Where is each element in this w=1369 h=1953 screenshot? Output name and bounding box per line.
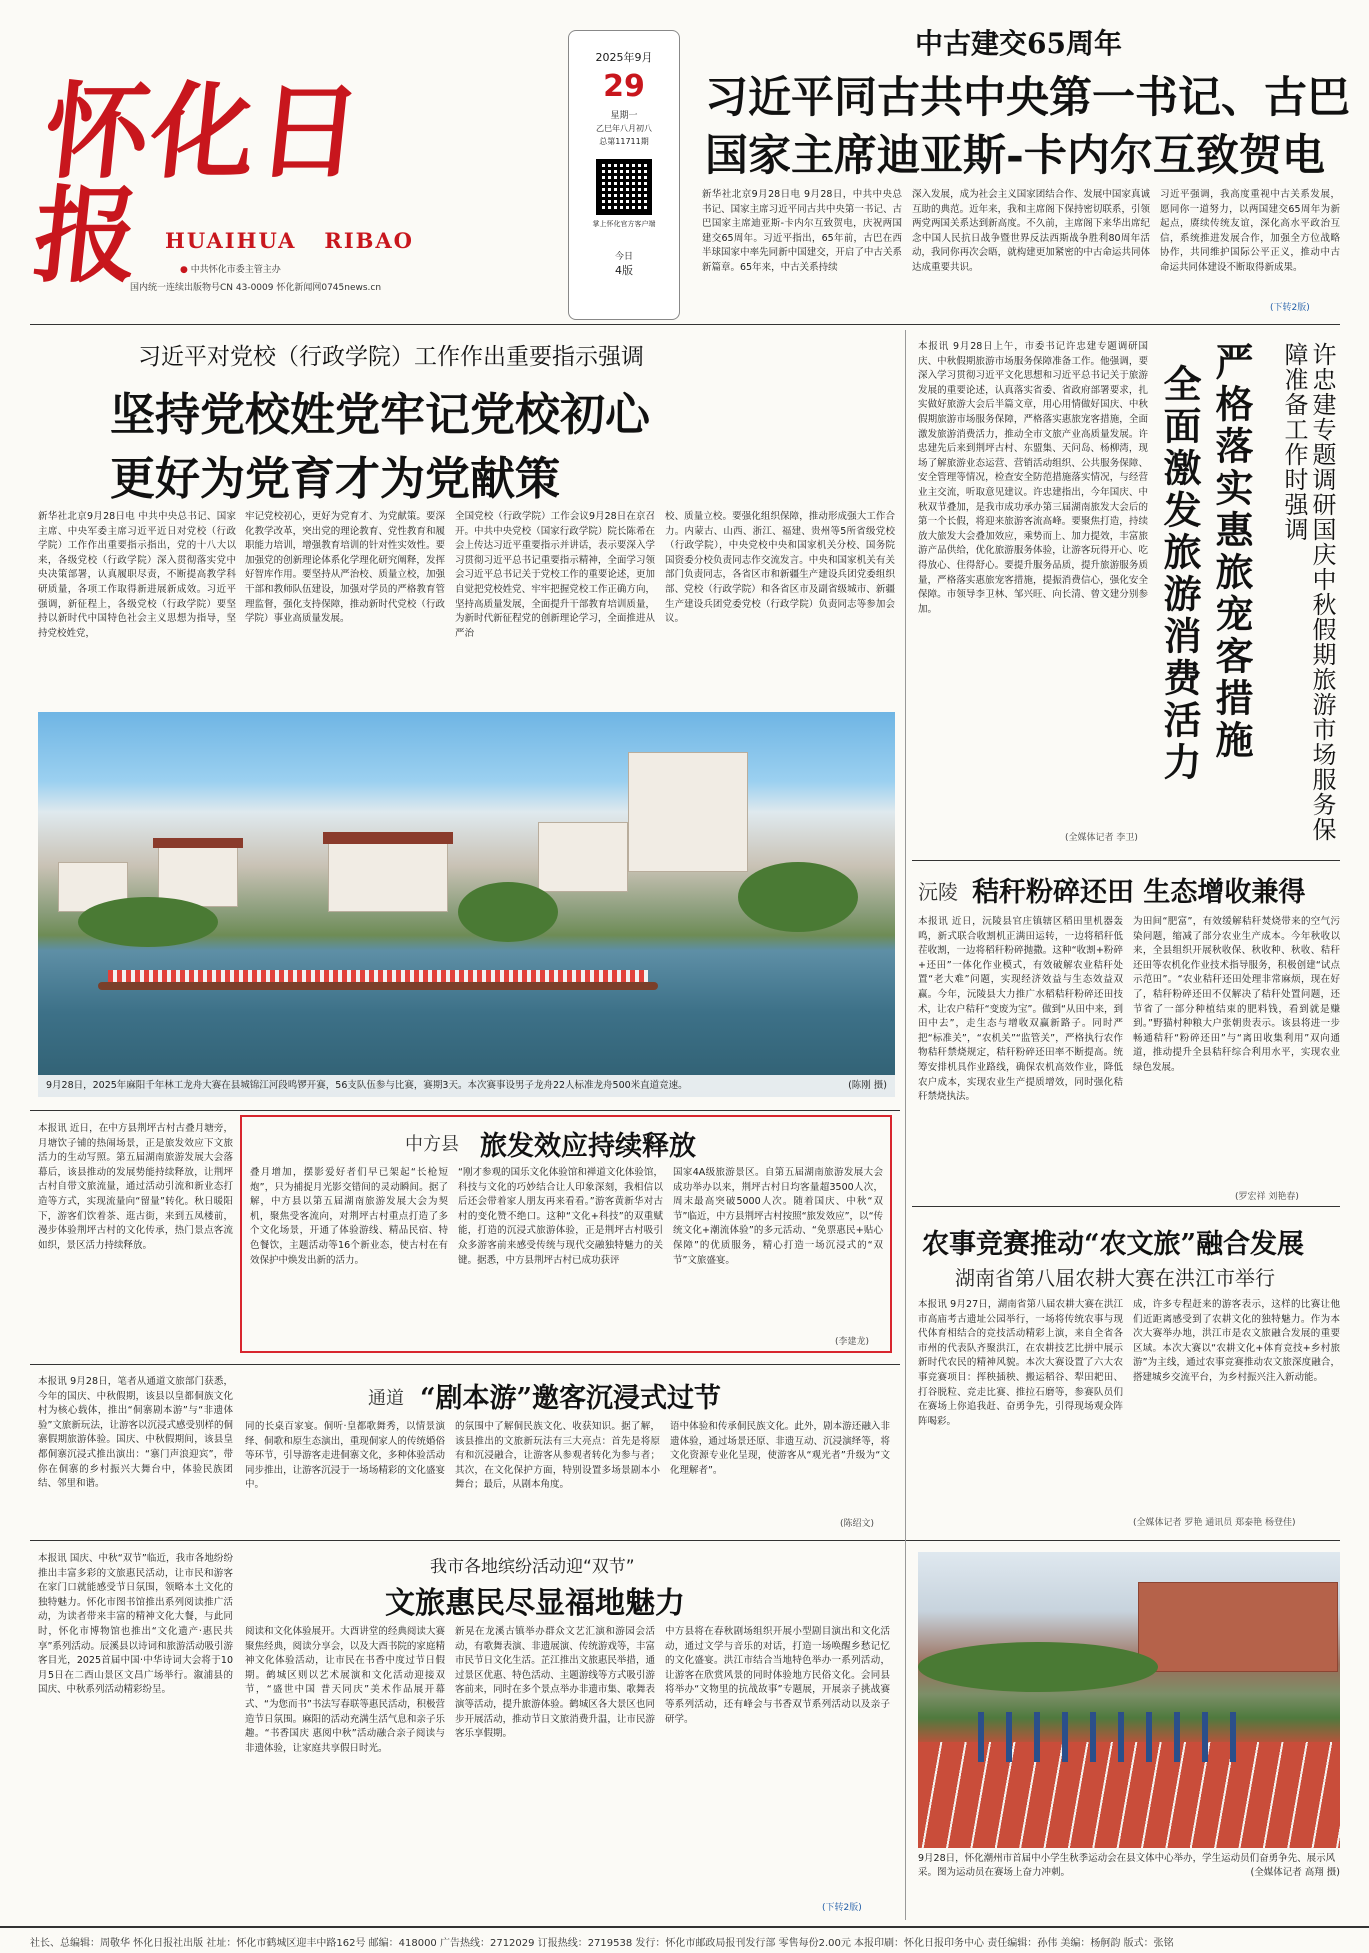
- photo-building: [628, 752, 748, 872]
- date-issue: 总第11711期: [599, 137, 649, 146]
- photo-tree: [918, 1642, 1158, 1692]
- lead-col-3: 习近平强调，我高度重视中古关系发展，愿同你一道努力，以两国建交65周年为新起点，赓续传统友谊，深化高水平政治互信，系统推进发展合作，加强全方位战略协作，共同维护国际公平正义，推动中古命运共同体建设不断取得新成果。: [1160, 189, 1340, 273]
- shuangjie-left-col: 本报讯 国庆、中秋“双节”临近，我市各地纷纷推出丰富多彩的文旅惠民活动，让市民和游客在家门口就能感受节日氛围，领略本土文化的独特魅力。怀化市图书馆推出系列阅读推广活动，为读者带来丰富的精神文化大餐，与此同时，怀化市博物馆也推出“文化遗产·惠民共享”系列活动。辰溪县以诗词和旅游活动吸引游客目光，2025首届中国·中华诗词大会将于10月5日在二酉山景区文昌广场举行。溆浦县的国庆、中秋系列活动精彩纷呈。: [38, 1553, 233, 1696]
- date-lunar: 乙巳年八月初八: [596, 124, 652, 133]
- photo-runners: [978, 1712, 1238, 1762]
- date-weekday: 星期一: [610, 111, 638, 121]
- date-block: [568, 30, 680, 320]
- photo-dragon-boat: [98, 982, 658, 990]
- yuanling-place: 沅陵: [918, 880, 958, 904]
- dragon-boat-caption-text: 9月28日，2025年麻阳千年林工龙舟大赛在县城锦江河段鸣锣开赛，56支队伍参与比赛，赛期3天。本次赛事设男子龙舟22人标准龙舟500米直道竞速。: [46, 1080, 688, 1091]
- sponsor-line: [180, 262, 281, 275]
- lead-col-2: 深入发展，成为社会主义国家团结合作、发展中国家真诚互助的典范。近年来，我和主席阁下保持密切联系，引领两党两国关系达到新高度。不久前，主席阁下来华出席纪念中国人民抗日战争暨世界反法西斯战争胜利80周年活动，我同你再次会晤，就构建更加紧密的中古命运共同体达成重要共识。: [912, 189, 1150, 273]
- party-school-headline-line1: 坚持党校姓党牢记党校初心: [110, 388, 651, 441]
- divider-top: [30, 324, 1340, 325]
- zhongfang-col-2: “刚才参观的国乐文化体验馆和禅道文化体验馆，科技与文化的巧妙结合让人印象深刻，我相信以后还会带着家人朋友再来看看。”游客黄新华对古村的变化赞不绝口。这种“文化+科技”的双重赋能，打造的沉浸式旅游体验，正是荆坪古村吸引众多游客前来感受传统与现代交融独特魅力的关键。据悉，中方县荆坪古村已成功获评: [458, 1167, 663, 1266]
- party-school-col-4: 校、质量立校。要强化组织保障，推动形成强大工作合力。内蒙古、山西、浙江、福建、贵州等5所省级党校（行政学院），中央党校中央和国家机关分校、国务院国资委分校负责同志作交流发言。中央和国家机关有关部门负责同志，各省区市和新疆生产建设兵团党委组织部、党校（行政学院）和各省区市及副省级城市、新疆生产建设兵团党委党校（行政学院）负责同志等参加会议。: [665, 511, 895, 625]
- shuangjie-continue-link[interactable]: (下转2版): [822, 1903, 862, 1913]
- photo-rowers: [108, 970, 648, 982]
- pages-label: 今日: [614, 252, 633, 262]
- lead-kicker: 中古建交65周年: [915, 27, 1122, 60]
- nonggeng-subhead: 湖南省第八届农耕大赛在洪江市举行: [955, 1266, 1275, 1290]
- qr-code[interactable]: [596, 159, 652, 215]
- lead-col-1: 新华社北京9月28日电 9月28日，中共中央总书记、国家主席习近平同古共中央第一书记、古巴国家主席迪亚斯-卡内尔互致贺电，庆祝两国建交65周年。习近平指出，65年前，古巴在西半球国家中率先同新中国建交，开启了中古关系新篇章。65年来，中古关系持续: [702, 189, 902, 273]
- pages-count: 4版: [615, 264, 633, 277]
- footer-text: 社长、总编辑：周敬华 怀化日报社出版 社址：怀化市鹤城区迎丰中路162号 邮编：418000 广告热线：2712029 订报热线：2719538 发行：怀化市邮政局报刊发行部 零售每份2.00元 本报印刷：怀化日报印务中心 责任编辑：孙伟 美编：杨舸韵 版式：张铭: [30, 1938, 1174, 1949]
- party-school-kicker: 习近平对党校（行政学院）工作作出重要指示强调: [138, 344, 644, 370]
- yuanling-credit: (罗宏祥 刘艳春): [1235, 1192, 1299, 1202]
- dragon-boat-credit: (陈刚 摄): [848, 1080, 887, 1091]
- xu-body: 本报讯 9月28日上午，市委书记许忠建专题调研国庆、中秋假期旅游市场服务保障准备工作。他强调，要深入学习贯彻习近平文化思想和习近平总书记关于旅游发展的重要论述，认真落实省委、省政府部署要求，扎实做好旅游大会后半篇文章，用心用情做好国庆、中秋假期旅游市场服务保障，严格落实惠旅宠客措施，全面激发旅游消费活力，推动全市文旅产业高质量发展。许忠建先后来到荆坪古村、东盟集、天问岛、杨柳湾，现场了解旅游业态运营、营销活动组织、公共服务保障、安全管理等情况，检查安全防范措施落实情况，与经营业主交流，听取意见建议。许忠建指出，今年国庆、中秋双节叠加，是我市成功承办第三届湖南旅发大会后的第一个长假，将迎来旅游客流高峰。要聚焦打造，持续放大旅发大会叠加效应，乘势而上、加力提效，丰富旅游产品供给，优化旅游服务体验，让游客玩得开心、吃得放心、住得舒心。要提升服务品质，提升旅游服务质量，严格落实惠旅宠客措施，提振消费信心，强化安全保障。市领导李卫林、邹兴旺、向长清、曾文建分别参加。: [918, 341, 1148, 615]
- shuangjie-col-2: 新晃在龙溪古镇举办群众文艺汇演和游园会活动，有歌舞表演、非遗展演、传统游戏等，丰富市民节日文化生活。芷江推出文旅惠民举措，通过景区优惠、特色活动、主题游线等方式吸引游客前来，同时在多个景点举办非遗市集、歌舞表演等活动，提升旅游体验。鹤城区各大景区也同步开展活动，推动节日文旅消费升温，让市民游客乐享假期。: [455, 1626, 655, 1740]
- shuangjie-col-1: 阅读和文化体验展开。大酉讲堂的经典阅读大赛聚焦经典，阅读分享会，以及大酉书院的家庭精神文化体验活动，让市民在书香中度过节日假期。鹤城区则以艺术展演和文化活动迎接双节，“盛世中国 普天同庆”美术作品展开幕式、“为您而书”书法写春联等惠民活动，积极营造节日氛围。麻阳的活动充满生活气息和亲子乐趣。“书香国庆 惠阅中秋”活动融合亲子阅读与非遗体验，让家庭共享假日时光。: [245, 1626, 445, 1754]
- party-school-col-1: 新华社北京9月28日电 中共中央总书记、国家主席、中央军委主席习近平近日对党校（行政学院）工作作出重要指示指出，党的十八大以来，各级党校（行政学院）深入贯彻落实党中央决策部署，认真履职尽责，不断提高教学科研质量，各项工作取得新进展新成效。习近平强调，新征程上，各级党校（行政学院）要坚持以新时代中国特色社会主义思想为指导，坚持党校姓党，: [38, 511, 236, 639]
- divider-right-2: [912, 1206, 1340, 1207]
- sports-meet-caption-text: 9月28日，怀化潮州市首届中小学生秋季运动会在县文体中心举办，学生运动员们奋勇争先、展示风采。图为运动员在赛场上奋力冲刺。: [918, 1853, 1336, 1878]
- tongdao-col-1: 同的长桌百家宴。侗听·皇都歌舞秀，以情景演绎、侗歌和原生态演出，重现侗家人的传统婚俗等环节，引导游客走进侗寨文化，多种体验活动同步推出，让游客沉浸于一场场精彩的文化盛宴中。: [245, 1421, 445, 1491]
- tongdao-col-3: 语中体验和传承侗民族文化。此外，剧本游还融入非遗体验，通过场景还原、非遗互动、沉浸演绎等，将文化资源专业化呈现，使游客从“观光者”升级为“文化理解者”。: [670, 1421, 890, 1476]
- xu-credit: (全媒体记者 李卫): [1065, 833, 1138, 843]
- xu-kicker: 许忠建专题调研国庆中秋假期旅游市场服务保障准备工作时强调: [1280, 342, 1336, 842]
- sports-meet-photo: [918, 1552, 1340, 1848]
- zhongfang-credit: (李建龙): [835, 1337, 870, 1347]
- shuangjie-kicker: 我市各地缤纷活动迎“双节”: [430, 1557, 635, 1577]
- zhongfang-col-3: 国家4A级旅游景区。自第五届湖南旅游发展大会成功举办以来，荆坪古村日均客量超3500人次，周末最高突破5000人次。随着国庆、中秋“双节”临近，中方县荆坪古村按照“旅发效应”，以“传统文化+潮流体验”的多元活动、“免票惠民+贴心保障”的优质服务，精心打造一场沉浸式的“双节”文旅盛宴。: [673, 1167, 883, 1266]
- zhongfang-col-1: 叠月增加，摆影爱好者们早已架起“长枪短炮”，只为捕捉月光影交错间的灵动瞬间。据了解，中方县以第五届湖南旅游发展大会为契机，聚焦受客流向，对荆坪古村重点打造了多个文化场景，开通了体验游线、精品民宿、特色餐饮，主题活动等16个新业态，使古村在有效保护中焕发出新的活力。: [250, 1167, 448, 1266]
- photo-building: [1138, 1582, 1338, 1672]
- footer-bar: [0, 1926, 1369, 1953]
- nonggeng-credit: (全媒体记者 罗艳 通讯员 郑泰艳 杨登佳): [1133, 1518, 1296, 1528]
- party-school-headline-line2: 更好为党育才为党献策: [110, 452, 561, 505]
- column-rule: [905, 330, 906, 1920]
- nonggeng-col-2: 成，许多专程赶来的游客表示，这样的比赛让他们近距离感受到了农耕文化的独特魅力。作为本次大赛举办地，洪江市是农文旅融合发展的重要区域。本次大赛以“农耕文化+体育竞技+乡村旅游”为主线，通过农事竞赛推动农文旅深度融合，搭建城乡交流平台，为乡村振兴注入新动能。: [1133, 1299, 1340, 1383]
- yuanling-col-2: 为田间“肥富”，有效缓解秸秆焚烧带来的空气污染问题，缩减了部分农业生产成本。今年秋收以来，全县组织开展秋收保、秋收种、秋收、秸秆还田等农机化作业技术指导服务，积极创建“试点示范田”。“农业秸秆还田处理非常麻烦，现在好了，秸秆粉碎还田不仅解决了秸秆处置问题，还节省了一部分种植结束的肥料钱，看到就是赚到。”野猫村种粮大户张朝贵表示。该县将进一步畅通秸秆“粉碎还田”与“离田收集利用”双向通道，推动提升全县秸秆综合利用水平，实现农业绿色发展。: [1133, 916, 1340, 1073]
- photo-tree: [458, 882, 558, 942]
- registration-line: 国内统一连续出版物号CN 43-0009 怀化新闻网0745news.cn: [130, 283, 382, 293]
- date-year-month: 2025年9月: [595, 51, 653, 64]
- xu-headline-b: 全面激发旅游消费活力: [1157, 364, 1202, 784]
- nonggeng-headline: 农事竞赛推动“农文旅”融合发展: [922, 1229, 1305, 1260]
- zhongfang-left-col: 本报讯 近日，在中方县荆坪古村古叠月塘旁，月塘饮子铺的热闹场景，正是旅发效应下文旅活力的生动写照。第五届湖南旅游发展大会落幕后，该县推动的发展势能持续释放，让荆坪古村自带文旅流量，通过活动引流和新业态打造等方式，实现流量向“留量”转化。秋日暖阳下，游客们饮着茶、逛古街，来到五凤楼前，漫步体验荆坪古村的文化传承，热门景点客流如织，景区活力持续释放。: [38, 1123, 233, 1251]
- zhongfang-place: 中方县: [405, 1134, 459, 1155]
- shuangjie-headline: 文旅惠民尽显福地魅力: [385, 1586, 685, 1621]
- lead-continue-link[interactable]: (下转2版): [1270, 303, 1310, 313]
- sponsor-icon: ●: [180, 265, 188, 275]
- divider-bottom: [30, 1540, 1340, 1541]
- shuangjie-col-3: 中方县将在春秋剧场组织开展小型剧目演出和文化活动，通过文学与音乐的对话，打造一场唤醒乡愁记忆的文化盛宴。洪江市结合当地特色举办一系列活动，让游客在欣赏风景的同时体验地方民俗文化。会同县将举办“文物里的抗战故事”专题展，开展亲子挑战赛等系列活动，还有峰会与书香双节系列活动以及亲子研学。: [665, 1626, 890, 1725]
- zhongfang-headline: 旅发效应持续释放: [480, 1131, 696, 1162]
- divider-right-1: [912, 860, 1340, 861]
- photo-tree: [738, 862, 858, 932]
- masthead-title: 怀化日报: [28, 70, 370, 297]
- qr-caption: 掌上怀化官方客户端: [592, 220, 656, 228]
- nonggeng-col-1: 本报讯 9月27日，湖南省第八届农耕大赛在洪江市高庙考古遗址公园举行，一场将传统农事与现代体育相结合的竞技活动精彩上演，来自全省各市州的代表队齐聚洪江，在农耕技艺比拼中展示新时代农民的精神风貌。本次大赛设置了六大农事竞赛项目：挥秧插秧、搬运稻谷、犁田耙田、打谷脱粒、竞走比赛、推拉石磨等，参赛队员们在赛场上你追我赶、奋勇争先，引得现场观众阵阵喝彩。: [918, 1299, 1123, 1427]
- masthead-pinyin: HUAIHUA RIBAO: [165, 228, 414, 253]
- sports-meet-caption: [918, 1852, 1340, 1880]
- lead-headline-line1: 习近平同古共中央第一书记、古巴: [705, 73, 1350, 123]
- xu-headline-a: 严格落实惠旅宠客措施: [1209, 342, 1254, 762]
- photo-building: [538, 822, 628, 892]
- tongdao-credit: (陈绍文): [840, 1519, 875, 1529]
- photo-roof: [323, 832, 453, 844]
- divider-mid: [30, 1110, 900, 1111]
- party-school-col-2: 牢记党校初心，更好为党育才、为党献策。要深化教学改革，突出党的理论教育、党性教育和履职能力培训，增强教育培训的针对性实效性。要加强党的创新理论体系化学理化研究阐释，发挥好智库作用。要坚持从严治校、质量立校，加强干部和教师队伍建设，加强对学员的严格教育管理监督，强化支持保障，推动新时代党校（行政学院）事业高质量发展。: [245, 511, 445, 625]
- sponsor-text: 中共怀化市委主管主办: [190, 265, 281, 275]
- divider-tongdao: [30, 1364, 900, 1365]
- tongdao-col-2: 的氛围中了解侗民族文化、收获知识。据了解，该县推出的文旅新玩法有三大亮点：首先是将原有和沉浸融合，让游客从参观者转化为参与者；其次，在文化保护方面，特别设置多场景剧本小舞台；最后，从剧本角度。: [455, 1421, 660, 1491]
- photo-building: [328, 842, 448, 912]
- party-school-col-3: 全国党校（行政学院）工作会议9月28日在京召开。中共中央党校（国家行政学院）院长陈希在会上传达习近平重要指示并讲话，表示要深入学习贯彻习近平总书记重要指示精神，全面学习领会习近平总书记关于党校工作的重要论述，更加自觉把党校姓党、牢牢把握党校工作正确方向，坚持高质量发展，全面提升干部教育培训质量，为新时代新征程党的创新理论学习，全面推进从严治: [455, 511, 655, 639]
- tongdao-headline: “剧本游”邀客沉浸式过节: [420, 1383, 722, 1414]
- lead-headline-line2: 国家主席迪亚斯-卡内尔互致贺电: [705, 131, 1325, 181]
- tongdao-place: 通道: [368, 1388, 404, 1409]
- yuanling-headline: 秸秆粉碎还田 生态增收兼得: [972, 877, 1306, 908]
- dragon-boat-photo: [38, 712, 895, 1097]
- photo-roof: [153, 838, 243, 848]
- yuanling-col-1: 本报讯 近日，沅陵县官庄镇辖区稻田里机器轰鸣，新式联合收割机正满田运转，一边将稻秆低茬收割，一边将稻秆粉碎抛撒。这种“收割+粉碎+还田”一体化作业模式，有效破解农业秸秆处置“老大难”问题，实现经济效益与生态效益双赢。今年，沅陵县大力推广水稻秸秆粉碎还田技术，让农户秸秆“变废为宝”。做到“从田中来，到田中去”，走生态与增收双赢新路子。同时严把“标准关”，“农机关”“监管关”，严格执行农作物秸秆禁烧规定，秸秆粉碎还田率不断提高。统筹安排机具作业路线，确保农机高效作业，降低农户成本，实现农业生产提质增效，同时强化秸秆禁烧执法。: [918, 916, 1123, 1103]
- dragon-boat-caption: [38, 1075, 895, 1097]
- tongdao-left-col: 本报讯 9月28日，笔者从通道文旅部门获悉，今年的国庆、中秋假期，该县以皇都侗族文化村为核心载体，推出“侗寨剧本游”与“非遗体验”文旅新玩法，让游客以沉浸式感受别样的侗寨假期旅游体验。国庆、中秋假期间，该县皇都侗寨沉浸式推出演出：“寨门声浪迎宾”，带你在侗寨的乡村振兴大舞台中，体验民族团结、邻里和谐。: [38, 1376, 233, 1490]
- photo-tree: [78, 897, 218, 947]
- sports-meet-credit: (全媒体记者 高翔 摄): [1250, 1867, 1340, 1878]
- date-day: 29: [603, 69, 645, 104]
